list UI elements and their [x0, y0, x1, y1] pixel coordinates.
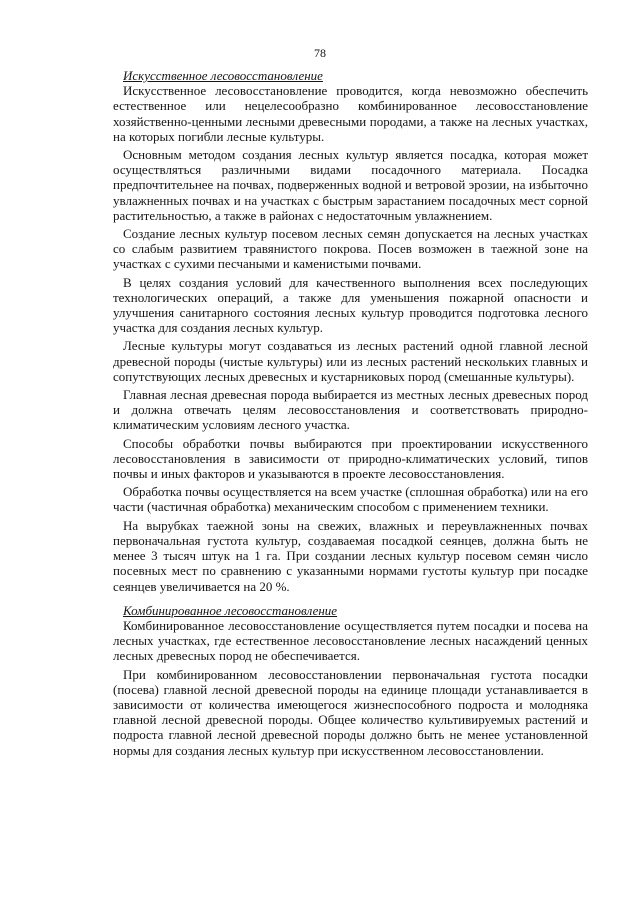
section-heading-combined: Комбинированное лесовосстановление: [123, 602, 338, 618]
paragraph: На вырубках таежной зоны на свежих, влажных и переувлажненных почвах первоначальная густота культур, создаваемая посадкой сеянцев, должна быть не менее 3 тысяч штук на 1 га. При создании лесных культур посевом семян число посевных мест по сравнению с указанными нормами густоты культур при посадке сеянцев увеличивается на 20 %.: [113, 517, 588, 594]
section-heading-artificial: Искусственное лесовосстановление: [123, 68, 323, 83]
paragraph: Обработка почвы осуществляется на всем участке (сплошная обработка) или на его части (частичная обработка) механическим способом с применением техники.: [113, 484, 588, 515]
paragraph: Лесные культуры могут создаваться из лесных растений одной главной лесной древесной породы (чистые культуры) или из лесных растений нескольких главных и сопутствующих лесных древесных и кустарниковых пород (смешанные культуры).: [113, 338, 588, 384]
paragraph: В целях создания условий для качественного выполнения всех последующих технологических операций, а также для уменьшения пожарной опасности и улучшения санитарного состояния лесных культур проводится подготовка лесного участка для создания лесных культур.: [113, 274, 588, 336]
paragraph: Создание лесных культур посевом лесных семян допускается на лесных участках со слабым развитием травянистого покрова. Посев возможен в таежной зоне на участках с сухими песчаными и каменистыми почвами.: [113, 226, 588, 272]
paragraph: Способы обработки почвы выбираются при проектировании искусственного лесовосстановления в зависимости от природно-климатических условий, типов почвы и иных факторов и указываются в проекте лесовосстановления.: [113, 435, 588, 482]
paragraph: Основным методом создания лесных культур является посадка, которая может осуществляться различными видами посадочного материала. Посадка предпочтительнее на почвах, подверженных водной и ветровой эрозии, на избыточно увлажненных почвах и на участках с быстрым зарастанием посадочных мест сорной растительностью, а также в районах с недостаточным увлажнением.: [113, 147, 588, 223]
paragraph: При комбинированном лесовосстановлении первоначальная густота посадки (посева) главной лесной древесной породы на единице площади устанавливается в зависимости от количества имеющегося жизнеспособного подроста и молодняка главной лесной древесной породы. Общее количество культивируемых растений и подроста главной лесной древесной породы должно быть не менее установленной нормы для создания лесных культур при искусственном лесовосстановлении.: [113, 666, 588, 758]
paragraph: Комбинированное лесовосстановление осуществляется путем посадки и посева на лесных участках, где естественное лесовосстановление лесных насаждений ценных лесных древесных пород не обеспечивается.: [113, 617, 588, 664]
page-number: 78: [314, 46, 326, 60]
paragraph: Главная лесная древесная порода выбирается из местных лесных древесных пород и должна отвечать целям лесовосстановления и соответствовать природно-климатическим условиям лесного участка.: [113, 387, 588, 433]
page-content: [113, 68, 588, 761]
paragraph: Искусственное лесовосстановление проводится, когда невозможно обеспечить естественное или нецелесообразно комбинированное лесовосстановление хозяйственно-ценными лесными древесными породами, а также на лесных участках, на которых погибли лесные культуры.: [113, 83, 588, 144]
